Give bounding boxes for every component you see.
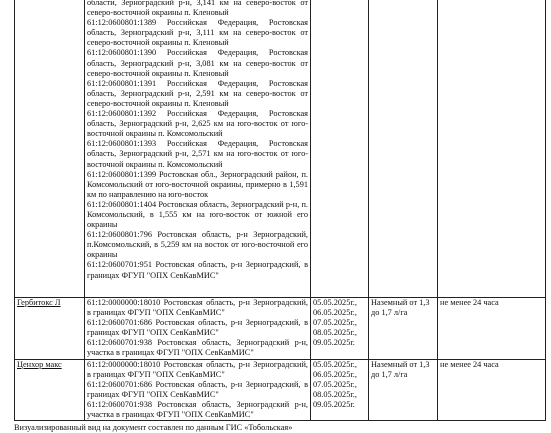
date-line: 09.05.2025г. — [313, 338, 355, 348]
footer-text: Визуализированный вид на документ составлен по данным ГИС «Тобольская» — [14, 423, 293, 432]
date-line: 07.05.2025г., — [313, 318, 357, 328]
date-line: 05.05.2025г., — [313, 298, 357, 307]
cadastre-line: 61:12:0600801:796 Ростовская область, р-н Зерноградский, п.Комсомольский, в 5,259 км на восток от юго-восточной его окраины — [87, 230, 308, 260]
date-line: 06.05.2025г., — [313, 308, 357, 318]
product-name-cell — [15, 298, 85, 360]
cadastre-line: 61:12:0600701:951 Ростовская область, р-н Зерноградский, в границах ФГУП "ОПХ СевКавМИС" — [87, 260, 308, 280]
cadastre-line: 61:12:0600801:1391 Российская Федерация, Ростовская область, Зерноградский р-н, 2,591 км на северо-восток от северо-восточной окраины п. Кленовый — [87, 78, 308, 108]
cadastre-line: 61:12:0600701:938 Ростовская область, Зерноградский р-н, участка в границах ФГУП "ОПХ СевКавМИС" — [87, 338, 308, 358]
product-name: Ценхор макс — [17, 359, 62, 369]
cadastre-line: 61:12:0600701:938 Ростовская область, Зерноградский р-н, участка в границах ФГУП "ОПХ СевКавМИС" — [87, 399, 308, 420]
cadastre-line: 61:12:0600801:1393 Российская Федерация, Ростовская область, Зерноградский р-н, 2,571 км на юго-восток от юго-восточной окраины п. Комсомольский — [87, 139, 308, 169]
date-line: 08.05.2025г., — [313, 389, 357, 399]
cadastre-line: 61:12:0000000:18010 Ростовская область, р-н Зерноградский, в границах ФГУП "ОПХ СевКавМИС" — [87, 298, 308, 318]
time-cell — [438, 0, 546, 298]
date-line: 07.05.2025г., — [313, 379, 357, 389]
cadastre-line: 61:12:0600801:1399 Ростовская обл., Зерноградский район, п. Комсомольский от юго-восточной окраины, примерно в 1,591 км по направлению на юго-восток — [87, 169, 308, 199]
product-name-cell — [15, 0, 85, 298]
product-name-cell — [15, 359, 85, 421]
cadastre-line: 61:12:0600801:1392 Российская Федерация, Ростовская область, Зерноградский р-н, 2,625 км на юго-восток от юго-восточной окраины п. Комсомольский — [87, 109, 308, 139]
dates-cell — [311, 0, 369, 298]
method-cell — [369, 0, 438, 298]
cadastre-cell — [85, 298, 311, 360]
table-row — [15, 298, 546, 360]
method-cell: Наземный от 1,3 до 1,7 л/га — [369, 298, 438, 360]
cadastre-line: 61:12:0600801:1404 Ростовская область, Зерноградский р-н, п. Комсомольский, в 1,555 км на юго-восток от южной его окраины — [87, 199, 308, 230]
date-line: 06.05.2025г., — [313, 369, 357, 379]
cadastre-line: 61:12:0600701:686 Ростовская область, р-н Зерноградский, в границах ФГУП "ОПХ СевКавМИС" — [87, 379, 308, 399]
date-line: 05.05.2025г., — [313, 359, 357, 369]
date-line: 08.05.2025г., — [313, 328, 357, 338]
cadastre-cell — [85, 359, 311, 421]
time-cell: не менее 24 часа — [438, 359, 546, 421]
dates-cell — [311, 298, 369, 360]
dates-cell — [311, 359, 369, 421]
cadastre-line: области, Зерноградский р-н, 3,141 км на северо-восток от северо-восточной окраины п. Кленовый — [87, 0, 308, 18]
cadastre-line: 61:12:0600801:1390 Российская Федерация, Ростовская область, Зерноградский р-н, 3,081 км на северо-восток от северо-восточной окраины п. Кленовый — [87, 48, 308, 78]
cadastre-line: 61:12:0600801:1389 Российская Федерация, Ростовская область, Зерноградский р-н, 3,111 км на северо-восток от северо-восточной окраины п. Кленовый — [87, 18, 308, 48]
cadastre-line: 61:12:0000000:18010 Ростовская область, р-н Зерноградский, в границах ФГУП "ОПХ СевКавМИС" — [87, 359, 308, 379]
cadastre-cell — [85, 0, 311, 298]
cadastre-line: 61:12:0600701:686 Ростовская область, р-н Зерноградский, в границах ФГУП "ОПХ СевКавМИС" — [87, 318, 308, 338]
time-cell: не менее 24 часа — [438, 298, 546, 360]
table-row — [15, 0, 546, 298]
date-line: 09.05.2025г. — [313, 399, 355, 409]
method-cell: Наземный от 1,3 до 1,7 л/га — [369, 359, 438, 421]
table-row — [15, 359, 546, 421]
product-name: Гербитокс Л — [17, 298, 61, 307]
treatment-table — [14, 0, 546, 421]
